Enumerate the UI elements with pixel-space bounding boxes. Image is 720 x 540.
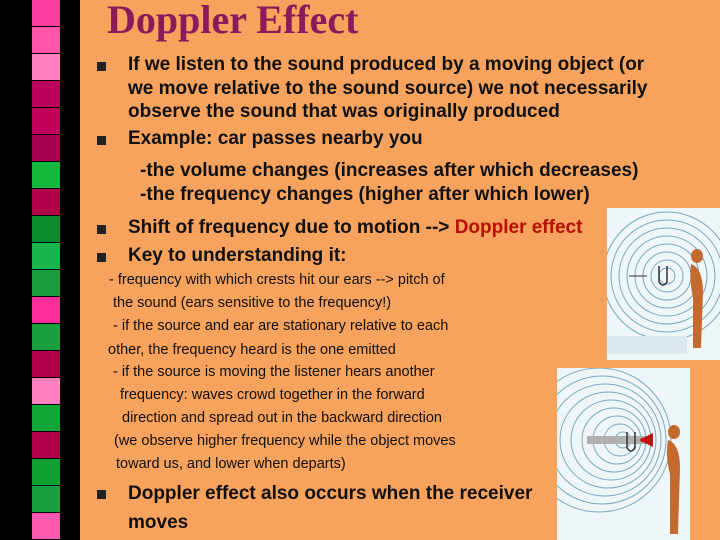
bullet-3-main: Shift of frequency due to motion --> (128, 217, 455, 238)
bullet-marker (97, 253, 106, 262)
bullet-2-line-1: Example: car passes nearby you (128, 128, 423, 149)
stationary-wave-rings (607, 208, 720, 360)
moving-wave-rings (557, 368, 690, 540)
decorative-square (32, 243, 60, 269)
bullet-marker (97, 136, 106, 145)
decorative-square (32, 459, 60, 485)
decorative-square (32, 108, 60, 134)
decorative-square (32, 297, 60, 323)
bullet-3-text (128, 216, 582, 240)
detail-line-6: frequency: waves crowd together in the forward (120, 387, 425, 403)
decorative-square (32, 162, 60, 188)
decorative-square (32, 405, 60, 431)
decorative-square (32, 324, 60, 350)
decorative-square (32, 270, 60, 296)
decorative-square (32, 0, 60, 26)
decorative-square (32, 432, 60, 458)
decorative-square (32, 135, 60, 161)
decorative-square (32, 378, 60, 404)
detail-line-9: toward us, and lower when departs) (116, 456, 346, 472)
doppler-effect-highlight: Doppler effect (454, 217, 583, 238)
bullet-1-line-1: If we listen to the sound produced by a moving object (or (128, 54, 645, 75)
decorative-square (32, 27, 60, 53)
detail-line-7: direction and spread out in the backward direction (122, 410, 442, 426)
decorative-square (32, 486, 60, 512)
bullet-5-line-1: Doppler effect also occurs when the receiver (128, 483, 533, 504)
bullet-2-line-3: -the frequency changes (higher after which lower) (140, 184, 590, 205)
bullet-2-line-2: -the volume changes (increases after which decreases) (140, 160, 639, 181)
detail-line-8: (we observe higher frequency while the object moves (114, 433, 456, 449)
decorative-square (32, 216, 60, 242)
decorative-square-strip (0, 0, 80, 540)
detail-line-1: - frequency with which crests hit our ears --> pitch of (109, 272, 445, 288)
decorative-square (32, 54, 60, 80)
decorative-square (32, 513, 60, 539)
slide-title: Doppler Effect (107, 0, 359, 42)
detail-line-2: the sound (ears sensitive to the frequency!) (113, 295, 392, 311)
stationary-source-illustration (607, 208, 720, 360)
bullet-marker (97, 490, 106, 499)
decorative-square (32, 189, 60, 215)
bullet-1-line-3: observe the sound that was originally produced (128, 101, 560, 122)
bullet-marker (97, 62, 106, 71)
bullet-4-text: Key to understanding it: (128, 245, 347, 266)
detail-line-3: - if the source and ear are stationary relative to each (113, 318, 449, 334)
bullet-1-line-2: we move relative to the sound source) we not necessarily (128, 78, 648, 99)
detail-line-4: other, the frequency heard is the one emitted (108, 342, 396, 358)
detail-line-5: - if the source is moving the listener hears another (113, 364, 435, 380)
moving-source-illustration (557, 368, 690, 540)
bullet-marker (97, 225, 106, 234)
decorative-square (32, 351, 60, 377)
bullet-5-line-2: moves (128, 512, 189, 533)
decorative-square (32, 81, 60, 107)
